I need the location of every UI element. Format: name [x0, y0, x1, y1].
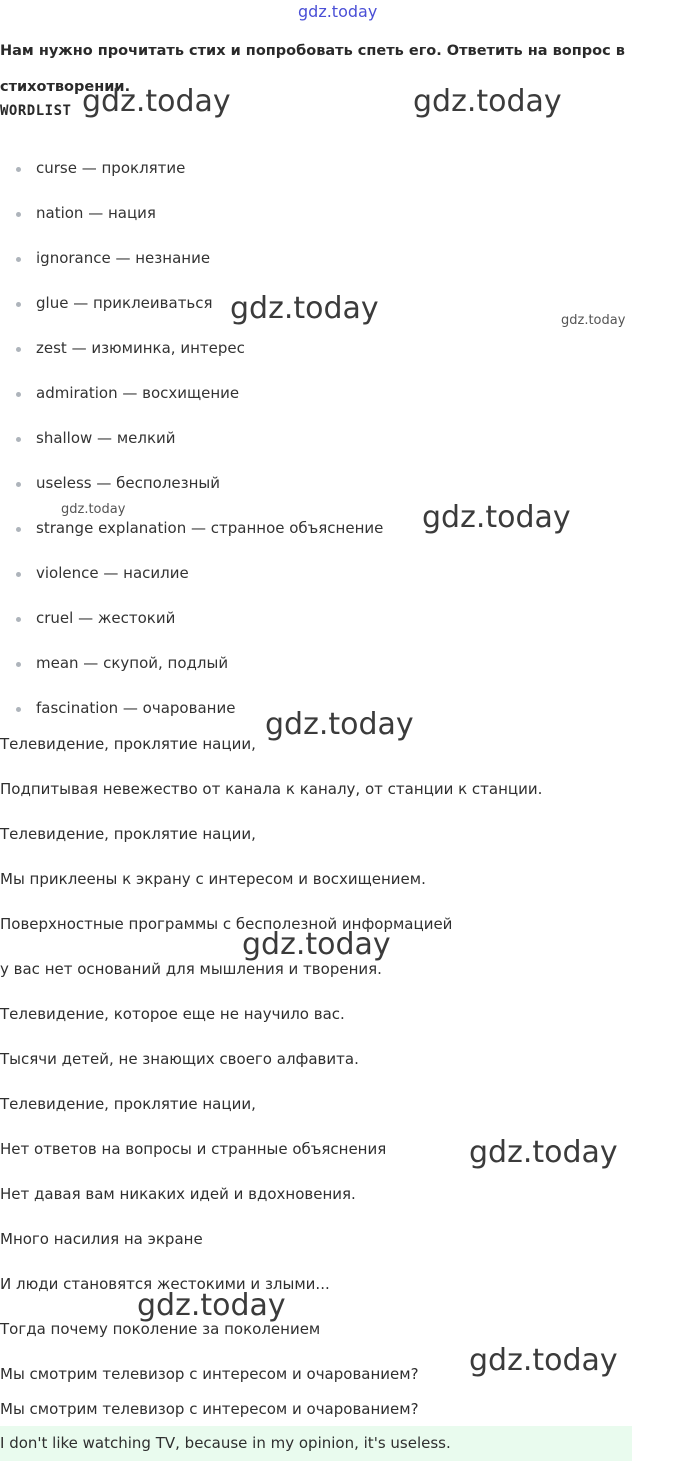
bullet [16, 572, 21, 577]
answer-text: I don't like watching TV, because in my opinion, it's useless. [0, 1434, 451, 1452]
bullet [16, 302, 21, 307]
bullet [16, 707, 21, 712]
poem-line: Мы смотрим телевизор с интересом и очарованием? [0, 1365, 419, 1383]
watermark: gdz.today [230, 291, 379, 326]
watermark-top: gdz.today [298, 2, 378, 21]
poem-line: Подпитывая невежество от канала к каналу, от станции к станции. [0, 780, 543, 798]
watermark: gdz.today [137, 1288, 286, 1323]
watermark: gdz.today [561, 313, 626, 328]
wordlist-item: cruel — жестокий [36, 609, 176, 627]
poem-line: Телевидение, которое еще не научило вас. [0, 1005, 345, 1023]
poem-line: у вас нет оснований для мышления и творения. [0, 960, 382, 978]
poem-line: И люди становятся жестокими и злыми... [0, 1275, 330, 1293]
bullet [16, 212, 21, 217]
wordlist-item: nation — нация [36, 204, 156, 222]
poem-line: Нет давая вам никаких идей и вдохновения. [0, 1185, 356, 1203]
watermark: gdz.today [265, 707, 414, 742]
poem-line: Телевидение, проклятие нации, [0, 825, 256, 843]
poem-line: Много насилия на экране [0, 1230, 203, 1248]
bullet [16, 527, 21, 532]
watermark: gdz.today [469, 1135, 618, 1170]
poem-line: Мы приклеены к экрану с интересом и восхищением. [0, 870, 426, 888]
watermark: gdz.today [82, 84, 231, 119]
wordlist-title: WORDLIST [0, 103, 72, 119]
bullet [16, 347, 21, 352]
watermark: gdz.today [242, 927, 391, 962]
poem-line: Тогда почему поколение за поколением [0, 1320, 321, 1338]
poem-line: Нет ответов на вопросы и странные объяснения [0, 1140, 387, 1158]
task-text: Нам нужно прочитать стих и попробовать спеть его. Ответить на вопрос в стихотворении. [0, 43, 625, 95]
poem-line: Тысячи детей, не знающих своего алфавита. [0, 1050, 359, 1068]
poem-line: Телевидение, проклятие нации, [0, 735, 256, 753]
poem-line: Телевидение, проклятие нации, [0, 1095, 256, 1113]
watermark: gdz.today [413, 84, 562, 119]
bullet [16, 662, 21, 667]
poem-line: Мы смотрим телевизор с интересом и очарованием? [0, 1400, 419, 1418]
wordlist-item: fascination — очарование [36, 699, 236, 717]
wordlist-item: ignorance — незнание [36, 249, 211, 267]
wordlist-item: curse — проклятие [36, 159, 186, 177]
wordlist-item: useless — бесполезный [36, 474, 221, 492]
wordlist-item: zest — изюминка, интерес [36, 339, 245, 357]
wordlist-item: admiration — восхищение [36, 384, 240, 402]
wordlist-item: violence — насилие [36, 564, 189, 582]
wordlist-item: mean — скупой, подлый [36, 654, 229, 672]
bullet [16, 617, 21, 622]
watermark: gdz.today [469, 1343, 618, 1378]
poem-line: Поверхностные программы с бесполезной информацией [0, 915, 453, 933]
wordlist-item: strange explanation — странное объяснение [36, 519, 384, 537]
bullet [16, 167, 21, 172]
wordlist-item: shallow — мелкий [36, 429, 176, 447]
wordlist-item: glue — приклеиваться [36, 294, 213, 312]
bullet [16, 392, 21, 397]
bullet [16, 257, 21, 262]
watermark: gdz.today [61, 502, 126, 517]
bullet [16, 482, 21, 487]
bullet [16, 437, 21, 442]
watermark: gdz.today [422, 500, 571, 535]
